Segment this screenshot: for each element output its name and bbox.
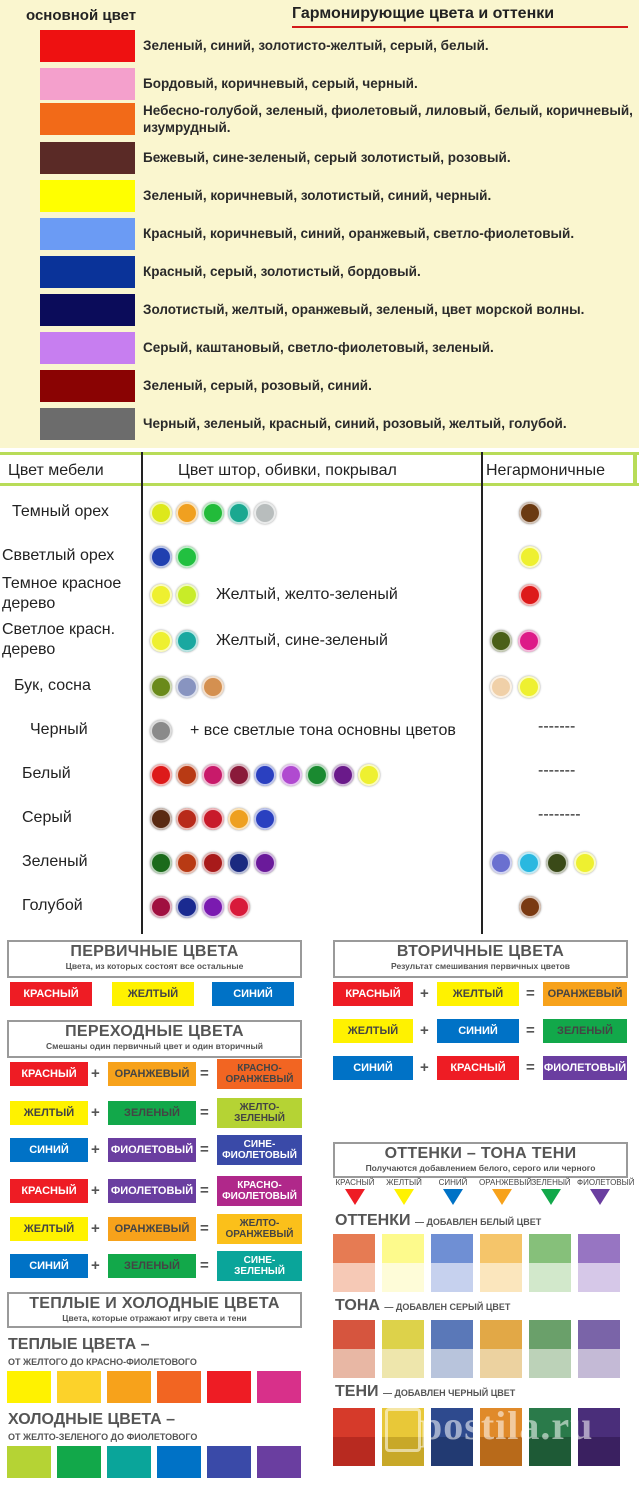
color-dot <box>176 808 198 830</box>
shade-swatch <box>431 1320 473 1378</box>
color-dot <box>150 630 172 652</box>
color-chip: ОРАНЖЕВЫЙ <box>108 1062 196 1086</box>
furniture-row <box>0 710 639 752</box>
intermediate-title-box <box>7 1020 302 1058</box>
curtain-swatches <box>150 502 276 524</box>
hue-triangle <box>332 1178 378 1205</box>
color-chip: ОРАНЖЕВЫЙ <box>543 982 627 1006</box>
hue-triangle <box>381 1178 427 1205</box>
triangle-icon <box>394 1189 414 1205</box>
shade-swatch <box>431 1234 473 1292</box>
warmcold-subtitle: Цвета, которые отражают игру света и тени <box>62 1313 247 1323</box>
color-chip: СИНИЙ <box>437 1019 519 1043</box>
furniture-name: Черный <box>30 721 88 738</box>
shade-swatch <box>529 1234 571 1292</box>
col-non-harmonious: Негармоничные <box>486 462 605 479</box>
harmony-text: Бежевый, сине-зеленый, серый золотистый, розовый. <box>143 150 511 165</box>
color-chip: КРАСНЫЙ <box>10 1179 88 1203</box>
color-dot <box>150 764 172 786</box>
color-dot <box>254 808 276 830</box>
color-dot <box>202 896 224 918</box>
color-dot <box>176 676 198 698</box>
equals-sign: = <box>526 1022 535 1039</box>
color-dot <box>490 852 512 874</box>
color-chip: ЖЕЛТЫЙ <box>333 1019 413 1043</box>
color-dot <box>150 808 172 830</box>
base-color-swatch <box>40 256 135 288</box>
color-square <box>207 1371 251 1403</box>
base-color-swatch <box>40 408 135 440</box>
color-chip: ФИОЛЕТОВЫЙ <box>543 1056 627 1080</box>
hue-triangle <box>479 1178 533 1205</box>
base-color-swatch <box>40 370 135 402</box>
color-dot <box>546 852 568 874</box>
color-dot <box>202 676 224 698</box>
color-dot <box>176 896 198 918</box>
hue-triangle <box>528 1178 574 1205</box>
color-dot <box>176 852 198 874</box>
color-chip: ЗЕЛЕНЫЙ <box>108 1101 196 1125</box>
color-dot <box>150 720 172 742</box>
color-chip: СИНИЙ <box>333 1056 413 1080</box>
harmony-text: Бордовый, коричневый, серый, черный. <box>143 76 418 91</box>
color-chip: ФИОЛЕТОВЫЙ <box>108 1179 196 1203</box>
primary-subtitle: Цвета, из которых состоят все остальные <box>65 961 244 971</box>
furniture-row <box>0 842 639 884</box>
primary-title: ПЕРВИЧНЫЕ ЦВЕТА <box>70 943 239 960</box>
non-harmonious-swatches <box>519 584 541 606</box>
furniture-name: Белый <box>22 765 71 782</box>
plus-sign: + <box>420 1059 429 1076</box>
color-dot <box>306 764 328 786</box>
shade-swatch <box>382 1234 424 1292</box>
color-dot <box>332 764 354 786</box>
shade-swatch <box>529 1320 571 1378</box>
cold-subtitle: ОТ ЖЕЛТО-ЗЕЛЕНОГО ДО ФИОЛЕТОВОГО <box>8 1432 198 1442</box>
furniture-row <box>0 492 639 534</box>
shade-swatch <box>578 1234 620 1292</box>
equals-sign: = <box>200 1182 209 1199</box>
shadows-title: ТЕНИ — ДОБАВЛЕН ЧЕРНЫЙ ЦВЕТ <box>335 1383 516 1400</box>
color-chip: КРАСНО- ФИОЛЕТОВЫЙ <box>217 1176 302 1206</box>
base-color-header: основной цвет <box>26 7 137 24</box>
furniture-name: Темный орех <box>12 503 109 520</box>
color-chip: ОРАНЖЕВЫЙ <box>108 1217 196 1241</box>
plus-sign: + <box>420 985 429 1002</box>
equals-sign: = <box>526 985 535 1002</box>
hue-label: ОРАНЖЕВЫЙ <box>479 1178 533 1187</box>
color-dot <box>490 630 512 652</box>
equals-sign: = <box>200 1104 209 1121</box>
equals-sign: = <box>200 1141 209 1158</box>
color-dot <box>228 852 250 874</box>
equals-sign: = <box>200 1220 209 1237</box>
tints-subtitle: ДОБАВЛЕН БЕЛЫЙ ЦВЕТ <box>426 1217 542 1227</box>
color-dot <box>490 676 512 698</box>
equals-sign: = <box>526 1059 535 1076</box>
color-dot <box>254 852 276 874</box>
furniture-name: Свветлый орех <box>2 547 115 564</box>
harmony-text: Красный, серый, золотистый, бордовый. <box>143 264 421 279</box>
color-square <box>257 1371 301 1403</box>
intermediate-subtitle: Смешаны один первичный цвет и один вторичный <box>46 1041 263 1051</box>
col-furniture-color: Цвет мебели <box>8 462 104 479</box>
hue-label: ФИОЛЕТОВЫЙ <box>577 1178 635 1187</box>
base-color-swatch <box>40 68 135 100</box>
shades-title: ОТТЕНКИ – ТОНА ТЕНИ <box>384 1145 577 1162</box>
furniture-table <box>0 452 639 934</box>
base-color-swatch <box>40 294 135 326</box>
shade-swatch <box>480 1234 522 1292</box>
color-dot <box>202 764 224 786</box>
color-dot <box>519 502 541 524</box>
hue-label: ЖЕЛТЫЙ <box>386 1178 422 1187</box>
color-dot <box>202 808 224 830</box>
color-chip: СИНЕ- ЗЕЛЕНЫЙ <box>217 1251 302 1281</box>
plus-sign: + <box>91 1141 100 1158</box>
base-color-swatch <box>40 180 135 212</box>
color-square <box>7 1371 51 1403</box>
triangle-icon <box>443 1189 463 1205</box>
triangle-icon <box>541 1189 561 1205</box>
color-dot <box>176 584 198 606</box>
color-square <box>107 1446 151 1478</box>
harmony-text: Черный, зеленый, красный, синий, розовый, желтый, голубой. <box>143 416 567 431</box>
tints-title-text: ОТТЕНКИ <box>335 1212 411 1229</box>
non-harmonious-swatches <box>519 502 541 524</box>
watermark-icon <box>385 1408 421 1452</box>
color-square <box>157 1371 201 1403</box>
color-square <box>157 1446 201 1478</box>
color-dot <box>202 852 224 874</box>
furniture-name: Темное красное дерево <box>2 575 122 612</box>
color-dot <box>150 676 172 698</box>
furniture-row <box>0 536 639 576</box>
color-chip: КРАСНЫЙ <box>437 1056 519 1080</box>
color-dot <box>150 502 172 524</box>
no-value-dash: ------- <box>538 718 576 735</box>
plus-sign: + <box>91 1065 100 1082</box>
color-dot <box>254 502 276 524</box>
shade-swatch <box>480 1320 522 1378</box>
curtain-note: + все светлые тона основны цветов <box>190 722 456 739</box>
shade-swatch <box>333 1234 375 1292</box>
shade-swatch <box>382 1320 424 1378</box>
col-curtain-color: Цвет штор, обивки, покрывал <box>178 462 397 479</box>
shade-swatch <box>333 1408 375 1466</box>
primary-title-box <box>7 940 302 978</box>
equals-sign: = <box>200 1257 209 1274</box>
non-harmonious-swatches <box>490 852 596 874</box>
color-dot <box>518 852 540 874</box>
color-dot <box>176 764 198 786</box>
color-chip: КРАСНЫЙ <box>10 982 92 1006</box>
hue-label: ЗЕЛЕНЫЙ <box>531 1178 571 1187</box>
tones-title: ТОНА — ДОБАВЛЕН СЕРЫЙ ЦВЕТ <box>335 1297 511 1314</box>
intermediate-title: ПЕРЕХОДНЫЕ ЦВЕТА <box>65 1023 244 1040</box>
color-dot <box>228 808 250 830</box>
warm-title: ТЕПЛЫЕ ЦВЕТА – <box>8 1336 150 1353</box>
color-chip: ЗЕЛЕНЫЙ <box>108 1254 196 1278</box>
furniture-name: Серый <box>22 809 72 826</box>
plus-sign: + <box>91 1257 100 1274</box>
shadows-subtitle: ДОБАВЛЕН ЧЕРНЫЙ ЦВЕТ <box>394 1388 516 1398</box>
plus-sign: + <box>91 1182 100 1199</box>
color-square <box>57 1371 101 1403</box>
tones-title-text: ТОНА <box>335 1297 380 1314</box>
harmony-header: Гармонирующие цвета и оттенки <box>292 5 555 22</box>
base-color-swatch <box>40 30 135 62</box>
curtain-swatches <box>150 676 224 698</box>
color-dot <box>519 584 541 606</box>
shade-swatch <box>333 1320 375 1378</box>
curtain-swatches <box>150 584 398 606</box>
shade-swatch <box>578 1320 620 1378</box>
color-chip: СИНИЙ <box>10 1254 88 1278</box>
furniture-name: Зеленый <box>22 853 88 870</box>
base-color-swatch <box>40 142 135 174</box>
no-value-dash: -------- <box>538 806 581 823</box>
curtain-swatches <box>150 852 276 874</box>
color-chip: КРАСНО- ОРАНЖЕВЫЙ <box>217 1059 302 1089</box>
color-chip: ЖЕЛТЫЙ <box>112 982 194 1006</box>
curtain-swatches <box>150 808 276 830</box>
non-harmonious-swatches <box>490 630 540 652</box>
base-color-swatch <box>40 218 135 250</box>
color-dot <box>150 852 172 874</box>
color-dot <box>574 852 596 874</box>
cold-title: ХОЛОДНЫЕ ЦВЕТА – <box>8 1411 176 1428</box>
color-dot <box>518 676 540 698</box>
harmony-text: Зеленый, синий, золотисто-желтый, серый, белый. <box>143 38 489 53</box>
color-dot <box>150 896 172 918</box>
secondary-title: ВТОРИЧНЫЕ ЦВЕТА <box>396 943 565 960</box>
color-dot <box>519 896 541 918</box>
tints-title: ОТТЕНКИ — ДОБАВЛЕН БЕЛЫЙ ЦВЕТ <box>335 1212 542 1229</box>
secondary-subtitle: Результат смешивания первичных цветов <box>390 961 571 971</box>
color-chip: ФИОЛЕТОВЫЙ <box>108 1138 196 1162</box>
triangle-icon <box>492 1189 512 1205</box>
base-color-swatch <box>40 103 135 135</box>
color-dot <box>518 630 540 652</box>
plus-sign: + <box>420 1022 429 1039</box>
color-chip: КРАСНЫЙ <box>10 1062 88 1086</box>
harmony-text: Серый, каштановый, светло-фиолетовый, зеленый. <box>143 340 494 355</box>
color-chip: КРАСНЫЙ <box>333 982 413 1006</box>
shadows-title-text: ТЕНИ <box>335 1383 379 1400</box>
color-dot <box>228 764 250 786</box>
hue-triangle <box>577 1178 635 1205</box>
triangle-icon <box>590 1189 610 1205</box>
warmcold-title-box <box>7 1292 302 1328</box>
harmony-text: Зеленый, коричневый, золотистый, синий, черный. <box>143 188 492 203</box>
shades-title-box <box>333 1142 628 1178</box>
color-dot <box>228 896 250 918</box>
furniture-table-header <box>0 452 639 486</box>
warmcold-title: ТЕПЛЫЕ И ХОЛОДНЫЕ ЦВЕТА <box>29 1295 280 1312</box>
color-chip: ЖЕЛТО- ОРАНЖЕВЫЙ <box>217 1214 302 1244</box>
color-chip: ЖЕЛТЫЙ <box>10 1101 88 1125</box>
plus-sign: + <box>91 1104 100 1121</box>
header-underline <box>292 26 628 28</box>
color-square <box>257 1446 301 1478</box>
color-square <box>57 1446 101 1478</box>
color-chip: СИНИЙ <box>212 982 294 1006</box>
harmony-text: Золотистый, желтый, оранжевый, зеленый, цвет морской волны. <box>143 302 585 317</box>
furniture-row <box>0 754 639 796</box>
curtain-note: Желтый, сине-зеленый <box>216 632 388 649</box>
color-chip: ЗЕЛЕНЫЙ <box>543 1019 627 1043</box>
color-dot <box>176 630 198 652</box>
non-harmonious-swatches <box>490 676 540 698</box>
color-dot <box>280 764 302 786</box>
base-color-swatch <box>40 332 135 364</box>
furniture-row <box>0 886 639 928</box>
color-dot <box>150 584 172 606</box>
plus-sign: + <box>91 1220 100 1237</box>
shades-subtitle: Получаются добавлением белого, серого или черного <box>365 1163 596 1173</box>
watermark: postila.ru <box>420 1403 594 1448</box>
non-harmonious-swatches <box>519 896 541 918</box>
furniture-row <box>0 620 639 664</box>
furniture-name: Светлое красн. дерево <box>2 621 116 658</box>
header-edge <box>633 452 637 486</box>
curtain-swatches <box>150 720 456 742</box>
color-dot <box>358 764 380 786</box>
color-square <box>7 1446 51 1478</box>
furniture-row <box>0 666 639 708</box>
hue-label: СИНИЙ <box>438 1178 468 1187</box>
furniture-row <box>0 798 639 840</box>
harmony-text: Зеленый, серый, розовый, синий. <box>143 378 372 393</box>
color-chip: СИНЕ- ФИОЛЕТОВЫЙ <box>217 1135 302 1165</box>
tones-subtitle: ДОБАВЛЕН СЕРЫЙ ЦВЕТ <box>395 1302 511 1312</box>
hue-triangle <box>430 1178 476 1205</box>
color-chip: СИНИЙ <box>10 1138 88 1162</box>
furniture-name: Бук, сосна <box>14 677 91 694</box>
color-dot <box>176 546 198 568</box>
non-harmonious-swatches <box>519 546 541 568</box>
curtain-swatches <box>150 764 380 786</box>
furniture-row <box>0 574 639 618</box>
color-dot <box>228 502 250 524</box>
color-dot <box>176 502 198 524</box>
triangle-icon <box>345 1189 365 1205</box>
color-dot <box>202 502 224 524</box>
color-dot <box>150 546 172 568</box>
furniture-name: Голубой <box>22 897 83 914</box>
curtain-swatches <box>150 546 198 568</box>
color-dot <box>254 764 276 786</box>
hue-label: КРАСНЫЙ <box>335 1178 375 1187</box>
harmony-text: Небесно-голубой, зеленый, фиолетовый, лиловый, белый, коричневый, изумрудный. <box>143 103 633 135</box>
color-chip: ЖЕЛТЫЙ <box>10 1217 88 1241</box>
color-chip: ЖЕЛТЫЙ <box>437 982 519 1006</box>
harmony-text: Красный, коричневый, синий, оранжевый, светло-фиолетовый. <box>143 226 575 241</box>
warm-subtitle: ОТ ЖЕЛТОГО ДО КРАСНО-ФИОЛЕТОВОГО <box>8 1357 197 1367</box>
curtain-swatches <box>150 896 250 918</box>
no-value-dash: ------- <box>538 762 576 779</box>
color-square <box>107 1371 151 1403</box>
harmony-table <box>0 0 639 448</box>
color-dot <box>519 546 541 568</box>
curtain-note: Желтый, желто-зеленый <box>216 586 398 603</box>
color-square <box>207 1446 251 1478</box>
secondary-title-box <box>333 940 628 978</box>
color-chip: ЖЕЛТО- ЗЕЛЕНЫЙ <box>217 1098 302 1128</box>
equals-sign: = <box>200 1065 209 1082</box>
curtain-swatches <box>150 630 388 652</box>
